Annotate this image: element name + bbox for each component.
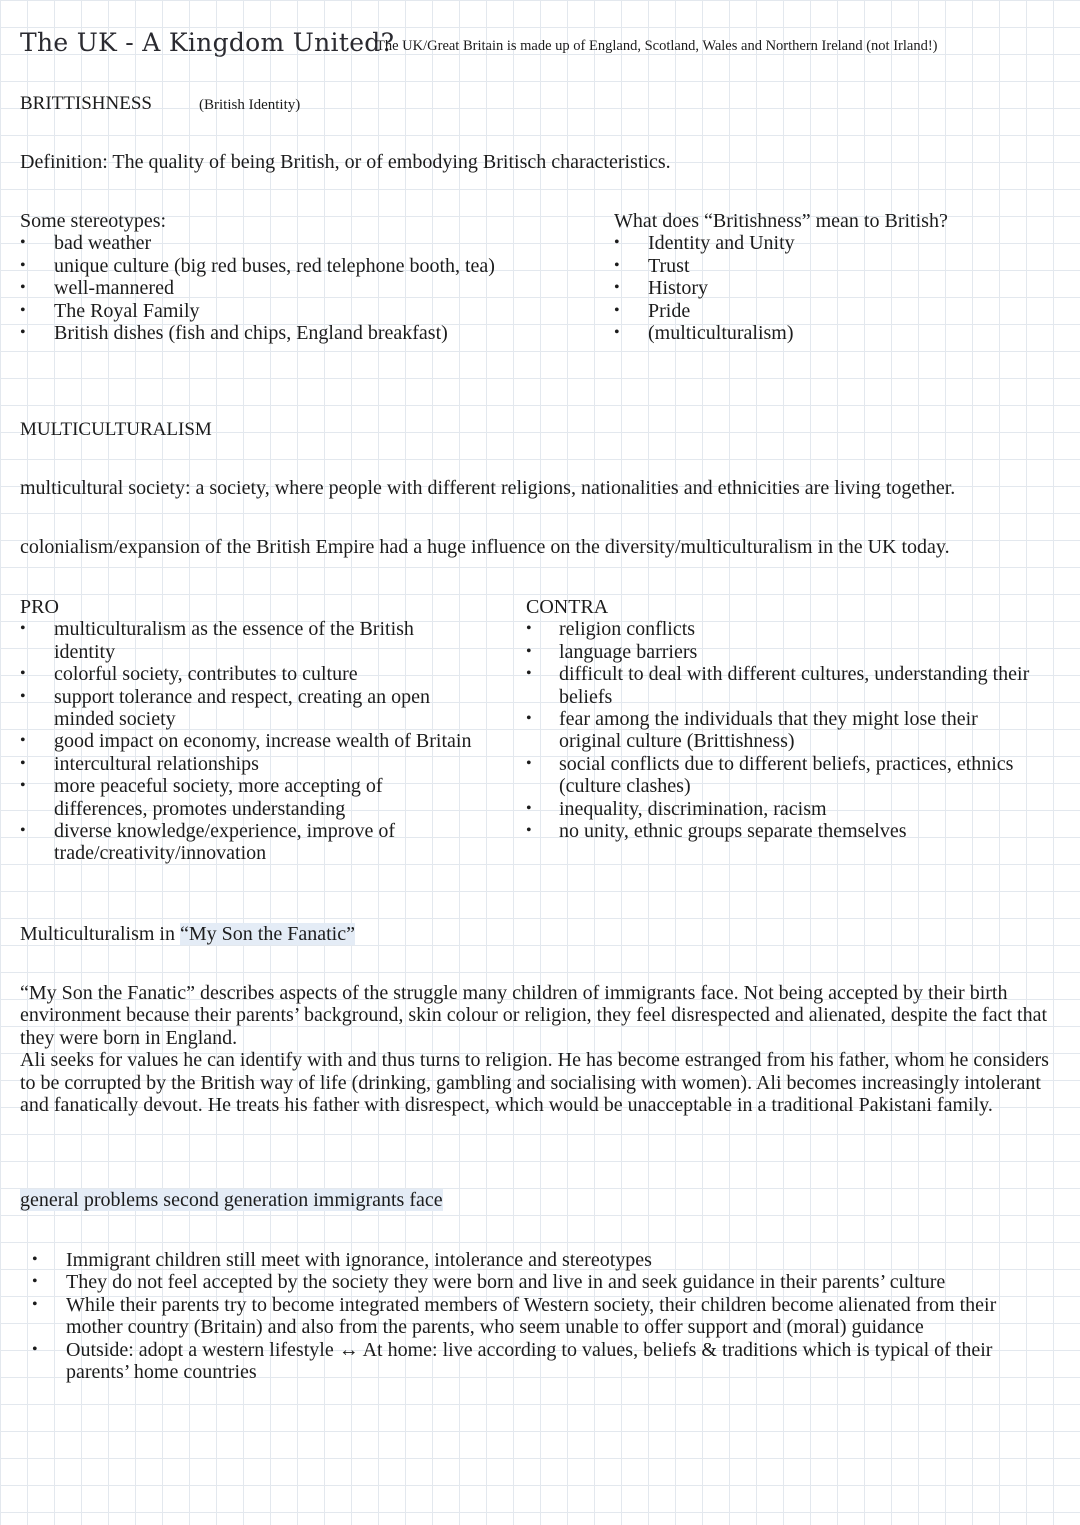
list-item: • colorful society, contributes to culture	[20, 663, 480, 685]
list-item: • They do not feel accepted by the society they were born and live in and seek guidance in their parents’ culture	[20, 1271, 1050, 1293]
fanatic-paragraph-2: Ali seeks for values he can identify with and thus turns to religion. He has become estranged from his father, whom he considers to be corrupted by the British way of life (drinking, gambling and socialising with women). Ali becomes increasingly intolerant and fanatically devout. He treats his father with disrespect, which would be unacceptable in a traditional Pakistani family.	[20, 1049, 1049, 1117]
list-item: • religion conflicts	[526, 618, 1036, 640]
britishness-definition: Definition: The quality of being British, or of embodying Britisch characteristics.	[20, 151, 671, 173]
list-item: • more peaceful society, more accepting of differences, promotes understanding	[20, 775, 480, 820]
fanatic-heading	[20, 923, 355, 945]
fanatic-heading-prefix: Multiculturalism in	[20, 923, 180, 945]
list-item: • multiculturalism as the essence of the British identity	[20, 618, 480, 663]
list-item: • intercultural relationships	[20, 753, 480, 775]
second-generation-heading: general problems second generation immigrants face	[20, 1189, 443, 1211]
list-item: • The Royal Family	[20, 300, 580, 322]
stereotypes-list	[20, 232, 580, 344]
fanatic-paragraph-1: “My Son the Fanatic” describes aspects of the struggle many children of immigrants face. Not being accepted by their birth environment because their parents’ background, skin colour or religion, they feel disrespected and alienated, despite the fact that they were born in England.	[20, 982, 1048, 1049]
list-item: • bad weather	[20, 232, 580, 254]
list-item: • difficult to deal with different cultures, understanding their beliefs	[526, 663, 1036, 708]
list-item: • language barriers	[526, 641, 1036, 663]
list-item: • good impact on economy, increase wealth of Britain	[20, 730, 480, 752]
contra-list	[526, 618, 1036, 842]
pro-heading: PRO	[20, 596, 59, 618]
meaning-block	[614, 210, 1054, 344]
stereotypes-block	[20, 210, 580, 344]
list-item: • unique culture (big red buses, red telephone booth, tea)	[20, 255, 580, 277]
list-item: • History	[614, 277, 1054, 299]
list-item: • Trust	[614, 255, 1054, 277]
list-item: • Outside: adopt a western lifestyle ↔ At home: live according to values, beliefs & traditions which is typical of their parents’ home countries	[20, 1339, 1050, 1384]
list-item: • fear among the individuals that they might lose their original culture (Brittishness)	[526, 708, 1036, 753]
britishness-heading: BRITTISHNESS	[20, 93, 152, 114]
list-item: • (multiculturalism)	[614, 322, 1054, 344]
second-generation-block	[20, 1249, 1050, 1383]
list-item: • Immigrant children still meet with ignorance, intolerance and stereotypes	[20, 1249, 1050, 1271]
colonialism-note: colonialism/expansion of the British Empire had a huge influence on the diversity/multiculturalism in the UK today.	[20, 536, 950, 558]
meaning-heading: What does “Britishness” mean to British?	[614, 210, 948, 232]
page-title: The UK - A Kingdom United?	[20, 28, 395, 57]
meaning-list	[614, 232, 1054, 344]
list-item: • social conflicts due to different beliefs, practices, ethnics (culture clashes)	[526, 753, 1036, 798]
list-item: • Identity and Unity	[614, 232, 1054, 254]
multicultural-definition: multicultural society: a society, where people with different religions, nationalities and ethnicities are living together.	[20, 477, 956, 499]
second-generation-list	[20, 1249, 1050, 1383]
list-item: • Pride	[614, 300, 1054, 322]
contra-heading: CONTRA	[526, 596, 609, 618]
list-item: • diverse knowledge/experience, improve of trade/creativity/innovation	[20, 820, 480, 865]
multiculturalism-heading: MULTICULTURALISM	[20, 419, 212, 440]
page-subtitle: The UK/Great Britain is made up of England, Scotland, Wales and Northern Ireland (not Irland!)	[376, 38, 938, 54]
list-item: • support tolerance and respect, creating an open minded society	[20, 686, 480, 731]
list-item: • While their parents try to become integrated members of Western society, their children become alienated from their mother country (Britain) and also from the parents, who seem unable to offer support and (moral) guidance	[20, 1294, 1050, 1339]
britishness-subheading: (British Identity)	[199, 97, 301, 113]
pro-list	[20, 618, 480, 864]
stereotypes-heading: Some stereotypes:	[20, 210, 167, 232]
fanatic-text	[20, 982, 1050, 1116]
contra-block	[526, 596, 1036, 842]
fanatic-heading-title: “My Son the Fanatic”	[180, 923, 355, 945]
pro-block	[20, 596, 480, 865]
list-item: • no unity, ethnic groups separate themselves	[526, 820, 1036, 842]
list-item: • well-mannered	[20, 277, 580, 299]
list-item: • British dishes (fish and chips, England breakfast)	[20, 322, 580, 344]
list-item: • inequality, discrimination, racism	[526, 798, 1036, 820]
